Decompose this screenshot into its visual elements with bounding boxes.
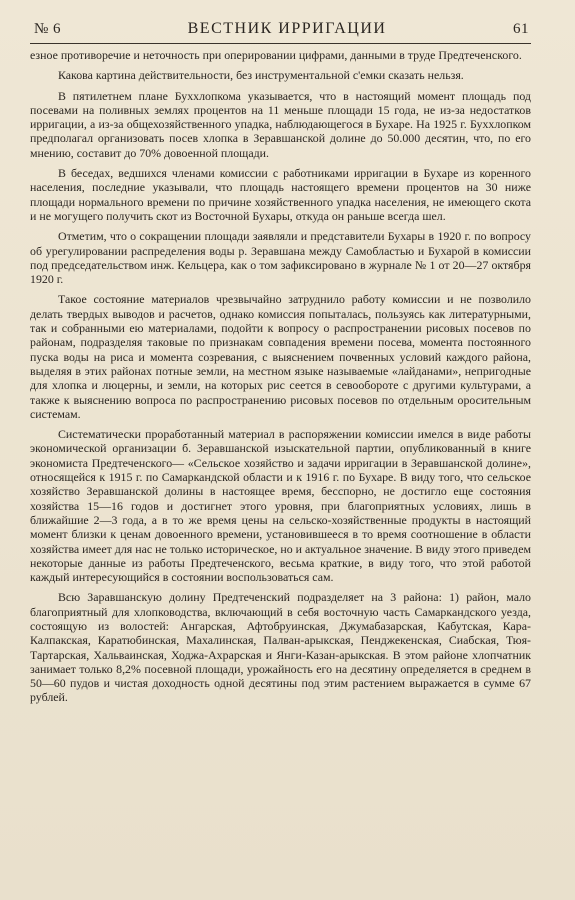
paragraph-6: Такое состояние материалов чрезвычайно затруднило работу комиссии и не позволило делать твердых выводов и расчетов, однако комиссия попыталась, пользуясь как литературными, так и собранными ею материалами, подойти к вопросу о распространении рисовых посевов по районам, подразделяя таковые по признакам совпадения времени посева, момента постоянного пуска воды на риса и момента созревания, с выяснением почвенных условий каждого района, выделяя в этих районах потные земли, на местном языке называемые «лайданами», непригодные для хлопка и люцерны, и земли, на которых рис сеется в севообороте с другими культурами, а также к выяснению вопроса по распространению рисовых посевов по отдельным оросительным системам. bbox=[30, 292, 531, 421]
article-body bbox=[30, 48, 531, 705]
paragraph-7: Систематически проработанный материал в распоряжении комиссии имелся в виде работы экономической организации б. Зеравшанской изыскательной партии, опубликованный в книге экономиста Предтеченского— «Сельское хозяйство и задачи ирригации в Зеравшанской долине», относящейся к 1915 г. по Самаркандской области и к 1916 г. по Бухаре. В виду того, что сельское хозяйство Зеравшанской долины в настоящее время, бесспорно, не достигло еще состояния хозяйства 15—16 годов и достигнет этого уровня, при благоприятных условиях, лишь в ближайшие 2—3 года, а в то же время цены на сельско-хозяйственные продукты в настоящий момент близки к ценам довоенного времени, установившееся в то время соотношение в области хозяйства имеет для нас не только историческое, но и актуальное значение. В виду этого приведем некоторые данные из работы Предтеченского, весьма краткие, в виду того, что этой работой каждый интересующийся в состоянии воспользоваться сам. bbox=[30, 427, 531, 585]
running-header bbox=[30, 20, 531, 43]
paragraph-8: Всю Заравшанскую долину Предтеченский подразделяет на 3 района: 1) район, мало благоприятный для хлопководства, включающий в себя восточную часть Самаркандского уезда, состоящую из волостей: Ангарская, Афтобруинская, Джумабазарская, Кабутская, Кара-Калпакская, Каратюбинская, Махалинская, Палван-арыкская, Пенджекенская, Сиабская, Тюя-Тартарская, Хальваинская, Ходжа-Ахрарская и Янги-Казан-арыкская. В этом районе хлопчатник занимает только 8,2% посевной площади, урожайность его на десятину определяется в среднем в 50—60 пудов и чистая доходность одной десятины под этим растением выражается в сумме 67 рублей. bbox=[30, 590, 531, 705]
page-number: 61 bbox=[513, 21, 529, 37]
paragraph-3: В пятилетнем плане Буххлопкома указывается, что в настоящий момент площадь под посевами на поливных землях процентов на 11 меньше площади 15 года, не из-за недостатков ирригации, а из-за общехозяйственного упадка, наблюдающегося в Бухаре. На 1925 г. Буххлопком предполагал организовать посев хлопка в Зеравшанской долине до 50.000 десятин, что, по его мнению, составит до 70% довоенной площади. bbox=[30, 88, 531, 160]
journal-title: ВЕСТНИК ИРРИГАЦИИ bbox=[187, 20, 387, 37]
paragraph-4: В беседах, ведшихся членами комиссии с работниками ирригации в Бухаре из коренного населения, последние указывали, что площадь настоящего времени процентов на 30 ниже площади нормального времени по причине хозяйственного упадка населения, не имеющего скота и не могущего получить скот из Восточной Бухары, откуда он раньше всегда шел. bbox=[30, 166, 531, 223]
paragraph-5: Отметим, что о сокращении площади заявляли и представители Бухары в 1920 г. по вопросу об урегулировании распределения воды р. Зеравшана между Самобластью и Бухарой в комиссии под председательством инж. Кельцера, как о том зафиксировано в журнале № 1 от 20—27 октября 1920 г. bbox=[30, 229, 531, 287]
paragraph-1: езное противоречие и неточность при оперировании цифрами, данными в труде Предтеченского. bbox=[30, 48, 522, 62]
issue-number: № 6 bbox=[34, 21, 62, 37]
paragraph-2: Какова картина действительности, без инструментальной с'емки сказать нельзя. bbox=[58, 68, 464, 83]
header-rule bbox=[30, 43, 531, 44]
